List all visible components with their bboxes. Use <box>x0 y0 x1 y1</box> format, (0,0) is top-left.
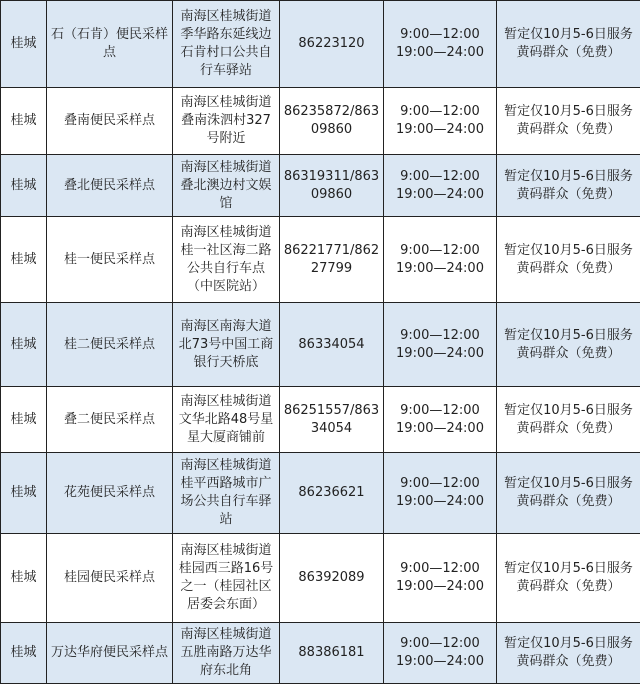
table-row <box>1 217 640 303</box>
phone-cell: 86392089 <box>280 534 384 623</box>
site-name-cell: 桂一便民采样点 <box>47 217 173 303</box>
table-row <box>1 155 640 217</box>
hours-line: 9:00—12:00 <box>387 168 493 186</box>
district-cell: 桂城 <box>1 155 47 217</box>
hours-line: 9:00—12:00 <box>387 402 493 420</box>
district-cell: 桂城 <box>1 217 47 303</box>
note-cell: 暂定仅10月5-6日服务黄码群众（免费） <box>497 387 640 453</box>
hours-cell <box>384 623 497 684</box>
hours-line: 19:00—24:00 <box>387 578 493 596</box>
hours-line: 9:00—12:00 <box>387 635 493 653</box>
hours-line: 9:00—12:00 <box>387 560 493 578</box>
note-cell: 暂定仅10月5-6日服务黄码群众（免费） <box>497 623 640 684</box>
hours-cell <box>384 1 497 88</box>
district-cell: 桂城 <box>1 387 47 453</box>
site-name-cell: 叠二便民采样点 <box>47 387 173 453</box>
district-cell: 桂城 <box>1 88 47 155</box>
hours-cell <box>384 217 497 303</box>
hours-cell <box>384 88 497 155</box>
hours-line: 19:00—24:00 <box>387 653 493 671</box>
table-row <box>1 88 640 155</box>
table-row <box>1 303 640 387</box>
phone-cell: 86235872/86309860 <box>280 88 384 155</box>
site-name-cell: 叠南便民采样点 <box>47 88 173 155</box>
hours-cell <box>384 453 497 534</box>
phone-cell: 86251557/86334054 <box>280 387 384 453</box>
address-cell: 南海区桂城街道桂一社区海二路公共自行车点（中医院站） <box>173 217 280 303</box>
hours-line: 19:00—24:00 <box>387 186 493 204</box>
note-cell: 暂定仅10月5-6日服务黄码群众（免费） <box>497 88 640 155</box>
address-cell: 南海区桂城街道桂平西路城市广场公共自行车驿站 <box>173 453 280 534</box>
phone-cell: 88386181 <box>280 623 384 684</box>
phone-cell: 86221771/86227799 <box>280 217 384 303</box>
hours-cell <box>384 303 497 387</box>
table-row <box>1 387 640 453</box>
note-cell: 暂定仅10月5-6日服务黄码群众（免费） <box>497 155 640 217</box>
district-cell: 桂城 <box>1 453 47 534</box>
site-name-cell: 石（石肯）便民采样点 <box>47 1 173 88</box>
hours-line: 19:00—24:00 <box>387 345 493 363</box>
site-name-cell: 花苑便民采样点 <box>47 453 173 534</box>
site-name-cell: 叠北便民采样点 <box>47 155 173 217</box>
hours-line: 9:00—12:00 <box>387 103 493 121</box>
hours-line: 19:00—24:00 <box>387 44 493 62</box>
hours-line: 19:00—24:00 <box>387 260 493 278</box>
hours-cell <box>384 534 497 623</box>
address-cell: 南海区桂城街道桂园西三路16号之一（桂园社区居委会东面） <box>173 534 280 623</box>
note-cell: 暂定仅10月5-6日服务黄码群众（免费） <box>497 1 640 88</box>
note-cell: 暂定仅10月5-6日服务黄码群众（免费） <box>497 453 640 534</box>
note-cell: 暂定仅10月5-6日服务黄码群众（免费） <box>497 303 640 387</box>
hours-line: 9:00—12:00 <box>387 26 493 44</box>
table-row <box>1 534 640 623</box>
site-name-cell: 万达华府便民采样点 <box>47 623 173 684</box>
address-cell: 南海区桂城街道季华路东延线边石肯村口公共自行车驿站 <box>173 1 280 88</box>
phone-cell: 86236621 <box>280 453 384 534</box>
district-cell: 桂城 <box>1 534 47 623</box>
address-cell: 南海区桂城街道叠北澳边村文娱馆 <box>173 155 280 217</box>
address-cell: 南海区桂城街道叠南洙泗村327号附近 <box>173 88 280 155</box>
address-cell: 南海区桂城街道文华北路48号星星大厦商铺前 <box>173 387 280 453</box>
hours-line: 9:00—12:00 <box>387 327 493 345</box>
phone-cell: 86319311/86309860 <box>280 155 384 217</box>
address-cell: 南海区桂城街道五胜南路万达华府东北角 <box>173 623 280 684</box>
note-cell: 暂定仅10月5-6日服务黄码群众（免费） <box>497 217 640 303</box>
district-cell: 桂城 <box>1 623 47 684</box>
table-row <box>1 623 640 684</box>
district-cell: 桂城 <box>1 303 47 387</box>
table-row <box>1 1 640 88</box>
site-name-cell: 桂二便民采样点 <box>47 303 173 387</box>
table-body <box>1 1 640 684</box>
hours-cell <box>384 155 497 217</box>
site-name-cell: 桂园便民采样点 <box>47 534 173 623</box>
hours-line: 9:00—12:00 <box>387 242 493 260</box>
hours-line: 19:00—24:00 <box>387 493 493 511</box>
table-row <box>1 453 640 534</box>
district-cell: 桂城 <box>1 1 47 88</box>
hours-line: 19:00—24:00 <box>387 121 493 139</box>
hours-line: 19:00—24:00 <box>387 420 493 438</box>
hours-cell <box>384 387 497 453</box>
note-cell: 暂定仅10月5-6日服务黄码群众（免费） <box>497 534 640 623</box>
phone-cell: 86223120 <box>280 1 384 88</box>
hours-line: 9:00—12:00 <box>387 475 493 493</box>
phone-cell: 86334054 <box>280 303 384 387</box>
address-cell: 南海区南海大道北73号中国工商银行天桥底 <box>173 303 280 387</box>
